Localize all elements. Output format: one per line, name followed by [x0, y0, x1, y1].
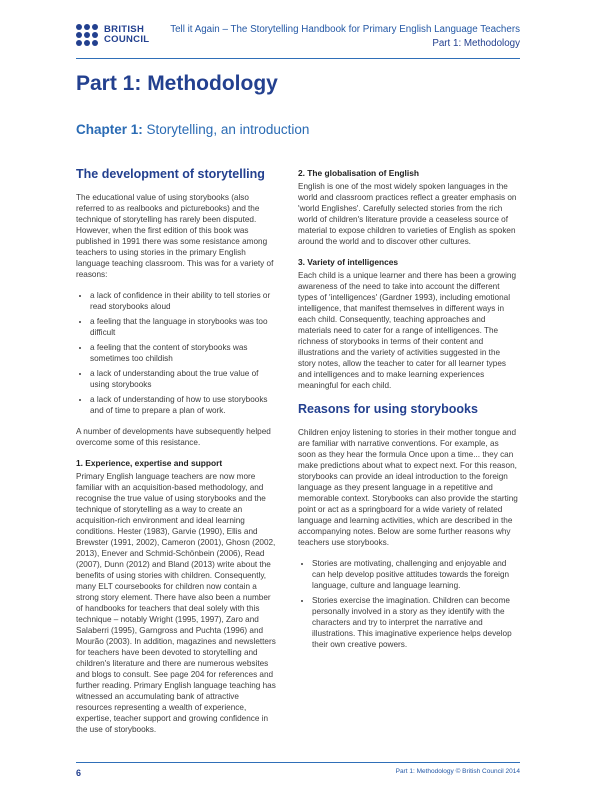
- running-header: [170, 23, 520, 51]
- section-heading-development: The development of storytelling: [76, 167, 265, 181]
- page-number: 6: [76, 768, 82, 778]
- header-section: Part 1: Methodology: [432, 38, 520, 49]
- globalisation-paragraph: English is one of the most widely spoken languages in the world and classroom practices reflect a greater emphasis on 'world Englishes'. Carefully selected stories from the rich world of children's literature provide a ceaseless source of material to expose children to varieties of English as spoken around the world and to discover other cultures.: [298, 182, 517, 246]
- developments-paragraph: A number of developments have subsequently helped overcome some of this resistance.: [76, 427, 271, 447]
- subheading-experience: 1. Experience, expertise and support: [76, 458, 223, 468]
- list-item: • Stories are motivating, challenging and enjoyable and can help develop positive attitudes towards the foreign language, culture and language learning.: [312, 558, 518, 591]
- logo-text: [104, 25, 149, 45]
- list-item: • a lack of understanding about the true value of using storybooks: [90, 368, 276, 390]
- reasons-list: [76, 290, 276, 416]
- section-heading-reasons: Reasons for using storybooks: [298, 402, 478, 416]
- footer-rule: [76, 762, 520, 763]
- left-column: [76, 166, 276, 745]
- subheading-intelligences: 3. Variety of intelligences: [298, 257, 399, 267]
- header-rule: [76, 58, 520, 59]
- chapter-name: Storytelling, an introduction: [146, 122, 310, 137]
- page-header: [0, 0, 600, 60]
- right-column: [298, 168, 518, 660]
- page-title: Part 1: Methodology: [76, 72, 278, 95]
- chapter-label: Chapter 1:: [76, 122, 143, 137]
- list-item: • a feeling that the language in storybooks was too difficult: [90, 316, 276, 338]
- logo-line-1: BRITISH: [104, 24, 145, 35]
- chapter-title: [76, 122, 309, 137]
- reasons-paragraph: Children enjoy listening to stories in their mother tongue and are familiar with narrative conventions. For example, as soon as they hear the formula Once upon a time... they can make predictions about what to expect next. For this reason, storybooks can provide an ideal introduction to the foreign language as they present language in a repetitive and memorable context. Storybooks can also provide the starting point or act as a springboard for a wide variety of related language and learning activities, which are described in the accompanying notes. Below are some further reasons why teachers use storybooks.: [298, 428, 518, 547]
- list-item: • Stories exercise the imagination. Children can become personally involved in a story as they identify with the characters and try to interpret the narrative and illustrations. This imaginative experience helps develop their own creative powers.: [312, 595, 518, 650]
- list-item: • a lack of confidence in their ability to tell stories or read storybooks aloud: [90, 290, 276, 312]
- storybook-reasons-list: [298, 558, 518, 650]
- logo-line-2: COUNCIL: [104, 34, 150, 45]
- intelligences-paragraph: Each child is a unique learner and there has been a growing awareness of the need to take into account the different types of 'intelligences' (Gardner 1993), including emotional intelligence, that manifest themselves in different ways in each child. Consequently, teaching approaches and materials need to cater for a range of intelligences. The richness of storybooks in terms of their content and illustrations and the variety of activities suggested in the story notes, allow the teacher to cater for all learner types and intelligences and to make learning experiences meaningful for each child.: [298, 271, 517, 390]
- book-title: Tell it Again – The Storytelling Handbook for Primary English Language Teachers: [170, 24, 520, 35]
- list-item: • a lack of understanding of how to use storybooks and of time to prepare a plan of work.: [90, 394, 276, 416]
- footer-credit: Part 1: Methodology © British Council 2014: [395, 768, 520, 775]
- intro-paragraph: The educational value of using storybooks (also referred to as realbooks and picturebooks) and the technique of storytelling has rarely been disputed. However, when the first edition of this book was published in 1991 there was some resistance among teachers to using stories in the primary English language teaching classroom. This was for a variety of reasons:: [76, 193, 274, 279]
- british-council-logo: [76, 24, 149, 46]
- logo-dots-icon: [76, 24, 98, 46]
- list-item: • a feeling that the content of storybooks was sometimes too childish: [90, 342, 276, 364]
- experience-paragraph: Primary English language teachers are now more familiar with an acquisition-based methodology, and recognise the true value of using storybooks and the technique of storytelling as a way to create an acquisition-rich environment and ideal learning conditions. Hester (1983), Garvie (1990), Ellis and Brewster (1991, 2002), Cameron (2001), Ghosn (2002, 2013), Enever and Schmid-Schönbein (2006), Read (2007), Dunn (2012) and Bland (2013) write about the benefits of using stories with children. Consequently, many ELT coursebooks for children now contain a strong story element. There have also been a number of handbooks for teachers that deal solely with this technique – notably Wright (1995, 1997), Zaro and Salaberri (1995), Garngross and Puchta (1996) and Mourão (2003). In addition, magazines and newsletters for teachers have been devoted to storytelling and children's literature and there are numerous websites and blogs to consult. See page 204 for references and further reading. Primary English language teaching has witnessed an accumulating bank of attractive resources representing a wealth of experience, expertise, teacher support and growing confidence in the use of storybooks.: [76, 472, 276, 734]
- subheading-globalisation: 2. The globalisation of English: [298, 168, 419, 178]
